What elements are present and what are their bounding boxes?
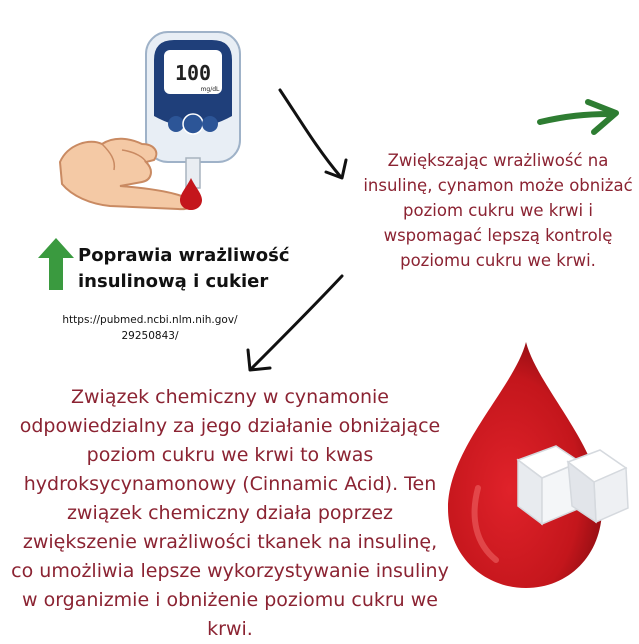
bottom-paragraph: Związek chemiczny w cynamonie odpowiedzialny za jego działanie obniżające poziom cukru we krwi to kwas hydroksycynamonowy (Cinnamic Acid). Ten związek chemiczny działa poprzez zwiększenie wrażliwości tkanek na insulinę, co umożliwia lepsze wykorzystywanie insuliny w organizmie i obniżenie poziomu cukru we krwi.	[11, 386, 449, 640]
source-line1: https://pubmed.ncbi.nlm.nih.gov/	[62, 314, 238, 326]
meter-unit: mg/dL	[200, 86, 220, 93]
headline	[78, 243, 348, 295]
headline-line2: insulinową i cukier	[78, 271, 269, 292]
right-paragraph: Zwiększając wrażliwość na insulinę, cynamon może obniżać poziom cukru we krwi i wspomagać lepszą kontrolę poziomu cukru we krwi.	[363, 151, 633, 270]
source-link[interactable]	[40, 312, 260, 344]
curved-arrow-top	[270, 80, 370, 190]
green-arrow-up-icon	[38, 238, 74, 290]
meter-reading: 100	[174, 61, 212, 85]
green-arrow-right-icon	[536, 96, 626, 146]
source-line2: 29250843/	[121, 330, 179, 342]
meter-right-button	[202, 116, 218, 132]
headline-line1: Poprawia wrażliwość	[78, 245, 290, 266]
blood-drop-sugar-illustration	[438, 338, 638, 598]
meter-left-button	[168, 116, 184, 132]
meter-center-button	[183, 114, 203, 134]
